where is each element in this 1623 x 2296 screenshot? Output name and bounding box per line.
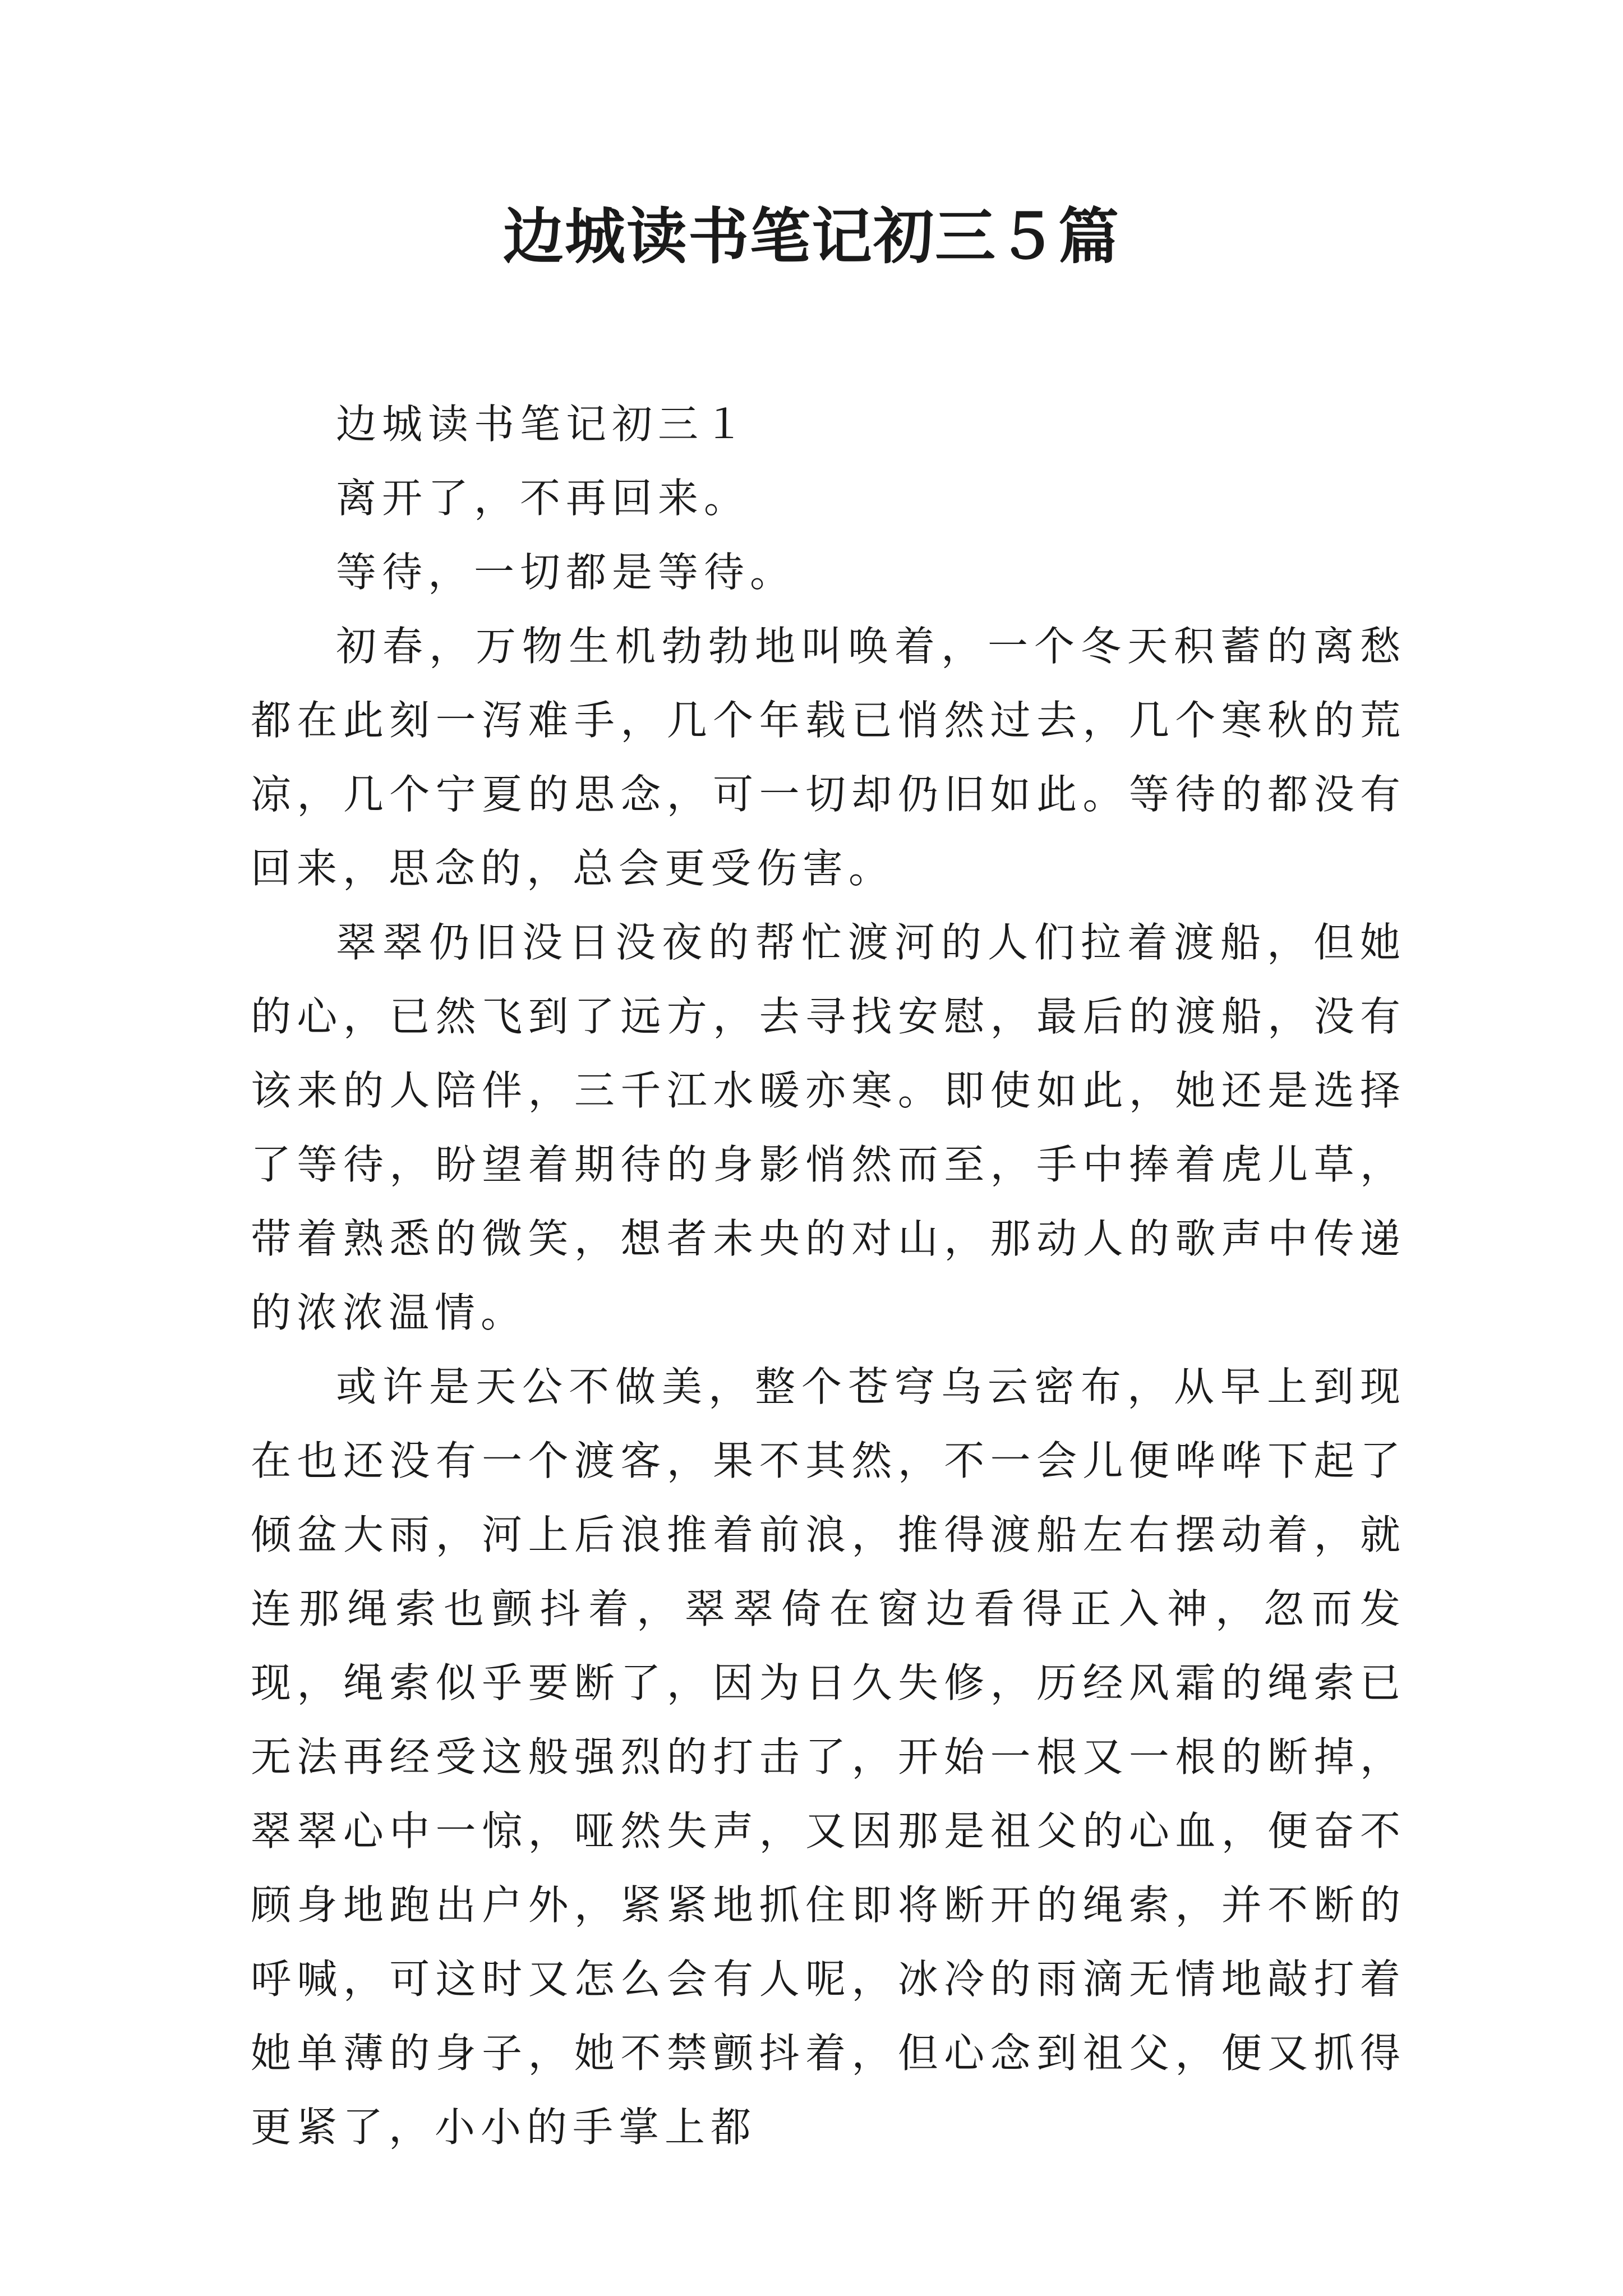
paragraph: 离开了，不再回来。: [336, 475, 750, 522]
document-body: [251, 387, 1406, 2164]
paragraph: 翠翠仍旧没日没夜的帮忙渡河的人们拉着渡船，但她的心，已然飞到了远方，去寻找安慰，最后的渡船，没有该来的人陪伴，三千江水暖亦寒。即使如此，她还是选择了等待，盼望着期待的身影悄然而至，手中捧着虎儿草，带着熟悉的微笑，想者未央的对山，那动人的歌声中传递的浓浓温情。: [251, 919, 1406, 1336]
paragraph: 等待，一切都是等待。: [336, 549, 796, 596]
paragraph: 或许是天公不做美，整个苍穹乌云密布，从早上到现在也还没有一个渡客，果不其然，不一会儿便哗哗下起了倾盆大雨，河上后浪推着前浪，推得渡船左右摆动着，就连那绳索也颤抖着，翠翠倚在窗边看得正入神，忽而发现，绳索似乎要断了，因为日久失修，历经风霜的绳索已无法再经受这般强烈的打击了，开始一根又一根的断掉，翠翠心中一惊，哑然失声，又因那是祖父的心血，便奋不顾身地跑出户外，紧紧地抓住即将断开的绳索，并不断的呼喊，可这时又怎么会有人呢，冰冷的雨滴无情地敲打着她单薄的身子，她不禁颤抖着，但心念到祖父，便又抓得更紧了，小小的手掌上都: [251, 1363, 1406, 2151]
document-title: 边城读书笔记初三５篇: [502, 201, 1120, 272]
paragraph: 初春，万物生机勃勃地叫唤着，一个冬天积蓄的离愁都在此刻一泻难手，几个年载已悄然过去，几个寒秋的荒凉，几个宁夏的思念，可一切却仍旧如此。等待的都没有回来，思念的，总会更受伤害。: [251, 623, 1406, 892]
section-heading: 边城读书笔记初三１: [336, 401, 750, 448]
